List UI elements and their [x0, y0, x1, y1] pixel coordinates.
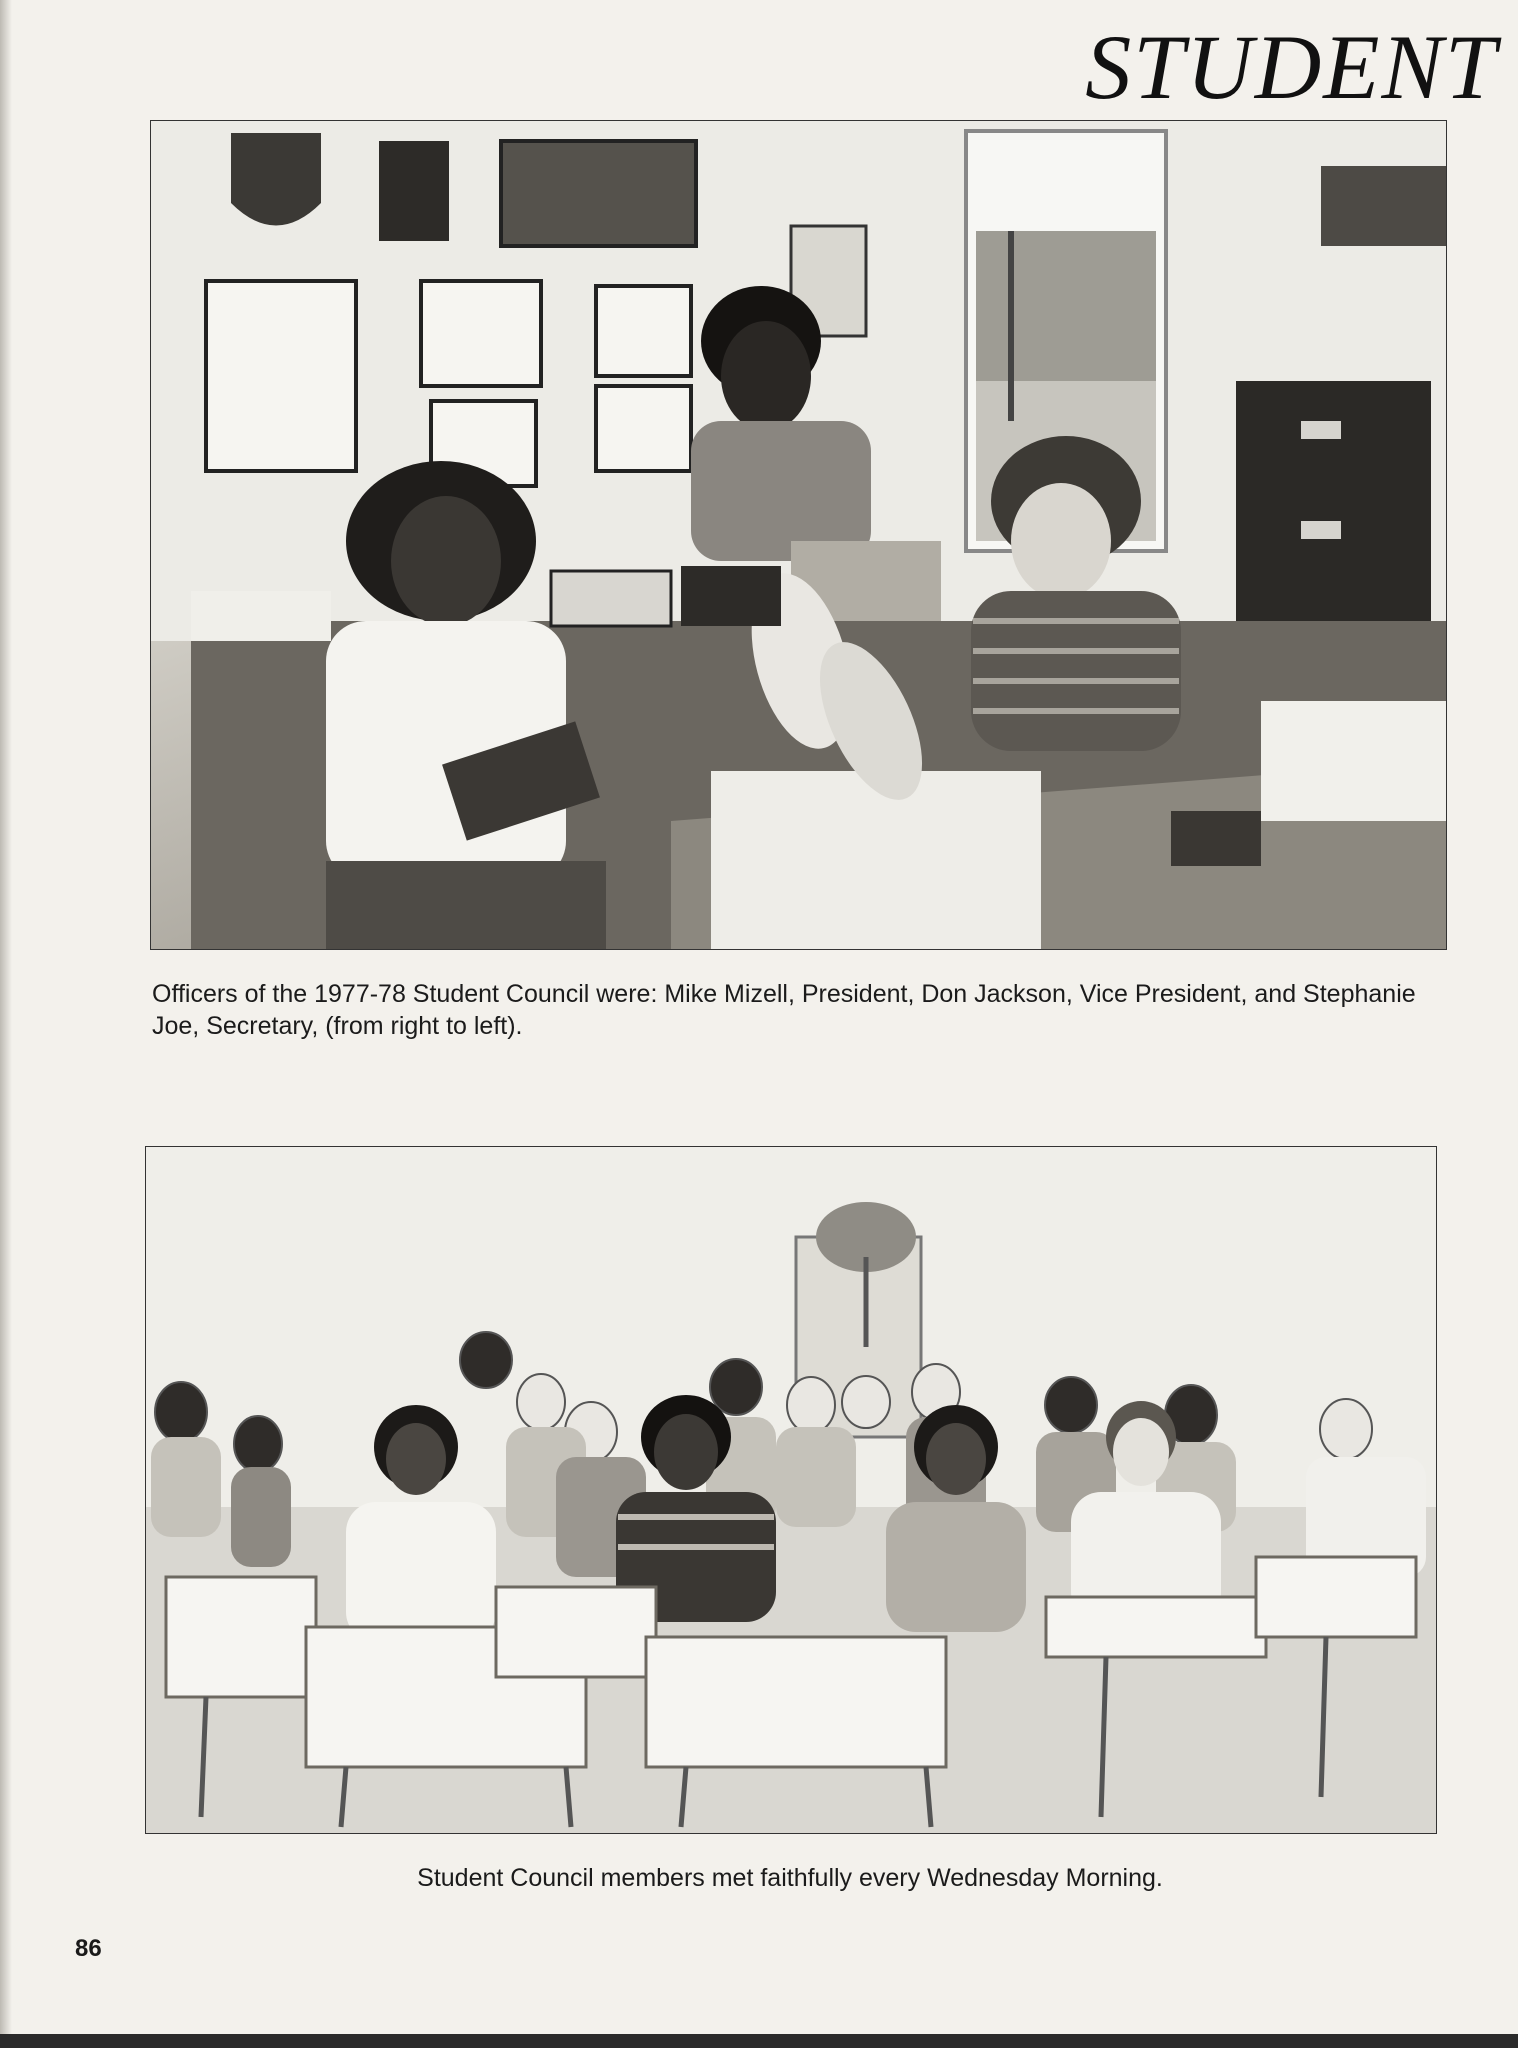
page-number: 86 [75, 1935, 102, 1962]
officers-photo-caption: Officers of the 1977-78 Student Council were: Mike Mizell, President, Don Jackson, Vice President, and Stephanie Joe, Secretary, (from right to left). [152, 980, 1416, 1040]
page-bottom-edge [0, 2034, 1518, 2048]
council-members-photo-illustration [146, 1147, 1436, 1833]
section-heading: STUDENT [1085, 16, 1498, 118]
officers-photo [150, 120, 1447, 950]
officers-photo-illustration [151, 121, 1446, 949]
council-members-photo-caption: Student Council members met faithfully every Wednesday Morning. [417, 1864, 1163, 1892]
page-binding-shadow [0, 0, 12, 2048]
council-members-photo [145, 1146, 1437, 1834]
